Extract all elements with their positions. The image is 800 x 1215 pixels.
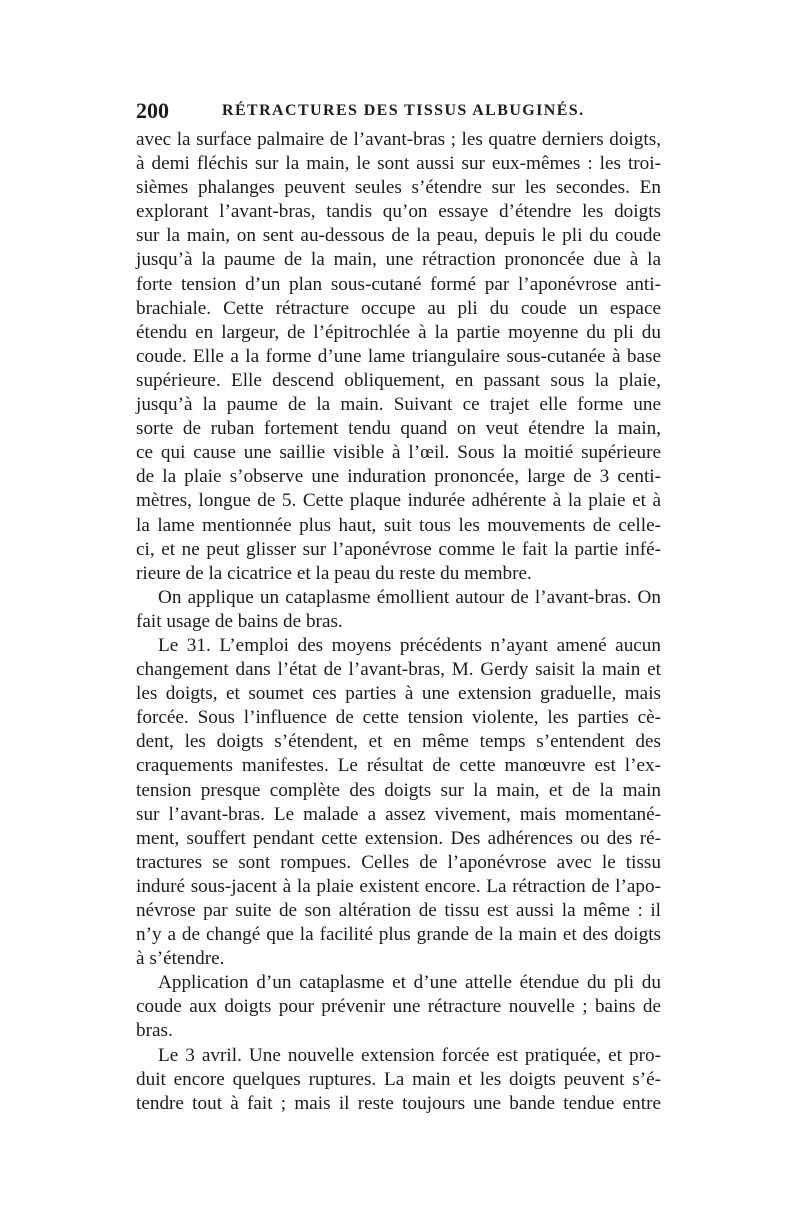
text-line: sorte de ruban fortement tendu quand on veut étendre la main, xyxy=(136,418,661,440)
text-line: la lame mentionnée plus haut, suit tous les mouvements de celle- xyxy=(136,514,661,536)
text-line: mètres, longue de 5. Cette plaque indurée adhérente à la plaie et à xyxy=(136,490,661,512)
text-line: forte tension d’un plan sous-cutané formé par l’aponévrose anti- xyxy=(136,273,661,295)
text-line: jusqu’à la paume de la main. Suivant ce trajet elle forme une xyxy=(136,394,661,416)
text-line: brachiale. Cette rétracture occupe au pli du coude un espace xyxy=(136,297,661,319)
text-line: de la plaie s’observe une induration prononcée, large de 3 centi- xyxy=(136,466,661,488)
text-line: ment, souffert pendant cette extension. Des adhérences ou des ré- xyxy=(136,827,661,849)
text-line: étendu en largeur, de l’épitrochlée à la partie moyenne du pli du xyxy=(136,321,661,343)
text-line: dent, les doigts s’étendent, et en même temps s’entendent des xyxy=(136,731,661,753)
text-line: à demi fléchis sur la main, le sont aussi sur eux-mêmes : les troi- xyxy=(136,153,661,175)
text-line: névrose par suite de son altération de tissu est aussi la même : il xyxy=(136,900,661,921)
text-line: sur l’avant-bras. Le malade a assez vivement, mais momentané- xyxy=(136,803,661,825)
page-number: 200 xyxy=(136,98,169,123)
running-title: RÉTRACTURES DES TISSUS ALBUGINÉS. xyxy=(222,102,585,119)
text-line: explorant l’avant-bras, tandis qu’on essaye d’étendre les doigts xyxy=(136,201,661,223)
book-page xyxy=(136,96,661,1116)
text-line: Application d’un cataplasme et d’une attelle étendue du pli du xyxy=(158,972,661,994)
text-line: tension presque complète des doigts sur la main, et de la main xyxy=(136,779,661,801)
text-line: n’y a de changé que la facilité plus grande de la main et des doigts xyxy=(136,924,661,946)
text-line: avec la surface palmaire de l’avant-bras ; les quatre derniers doigts, xyxy=(136,129,661,150)
text-line: duit encore quelques ruptures. La main et les doigts peuvent s’é- xyxy=(136,1068,661,1090)
text-line: rieure de la cicatrice et la peau du reste du membre. xyxy=(136,562,532,584)
text-line: Le 3 avril. Une nouvelle extension forcée est pratiquée, et pro- xyxy=(158,1044,661,1066)
text-line: fait usage de bains de bras. xyxy=(136,610,343,632)
text-line: On applique un cataplasme émollient autour de l’avant-bras. On xyxy=(158,586,661,608)
text-line: jusqu’à la paume de la main, une rétraction prononcée due à la xyxy=(136,249,661,271)
text-line: forcée. Sous l’influence de cette tension violente, les parties cè- xyxy=(136,707,661,729)
body-text xyxy=(136,128,661,1116)
text-line: tendre tout à fait ; mais il reste toujours une bande tendue entre xyxy=(136,1092,661,1114)
text-line: supérieure. Elle descend obliquement, en passant sous la plaie, xyxy=(136,369,661,391)
text-line: coude. Elle a la forme d’une lame triangulaire sous-cutanée à base xyxy=(136,345,661,367)
text-line: coude aux doigts pour prévenir une rétracture nouvelle ; bains de xyxy=(136,996,661,1018)
text-line: Le 31. L’emploi des moyens précédents n’ayant amené aucun xyxy=(158,634,661,656)
text-line: ci, et ne peut glisser sur l’aponévrose comme le fait la partie infé- xyxy=(136,538,661,560)
text-line: tractures se sont rompues. Celles de l’aponévrose avec le tissu xyxy=(136,851,661,873)
text-line: sièmes phalanges peuvent seules s’étendre sur les secondes. En xyxy=(136,177,661,199)
text-line: changement dans l’état de l’avant-bras, M. Gerdy saisit la main et xyxy=(136,659,661,681)
text-line: craquements manifestes. Le résultat de cette manœuvre est l’ex- xyxy=(136,755,661,777)
text-line: induré sous-jacent à la plaie existent encore. La rétraction de l’apo- xyxy=(136,875,661,897)
text-line: ce qui cause une saillie visible à l’œil. Sous la moitié supérieure xyxy=(136,442,661,464)
text-line: sur la main, on sent au-dessous de la peau, depuis le pli du coude xyxy=(136,225,661,247)
text-line: bras. xyxy=(136,1020,173,1042)
page-header xyxy=(136,96,661,126)
text-line: les doigts, et soumet ces parties à une extension graduelle, mais xyxy=(136,683,661,705)
text-line: à s’étendre. xyxy=(136,948,225,970)
